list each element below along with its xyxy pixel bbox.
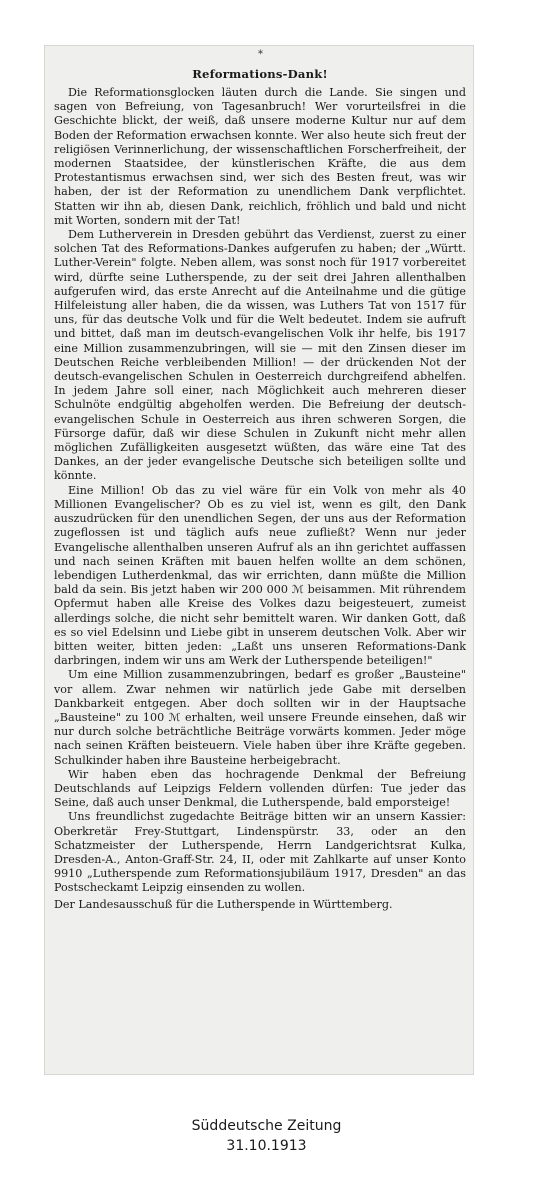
caption-date: 31.10.1913 bbox=[226, 1138, 307, 1154]
article-paragraph: Uns freundlichst zugedachte Beiträge bitten wir an unsern Kassier: Oberkretär Frey-Stuttgart, Lindenspürstr. 33, oder an den Schatzmeister der Lutherspende, Herrn Landgerichtsrat Kulka, Dresden-A., Anton-Graff-Str. 24, II, oder mit Zahlkarte auf unser Konto 9910 „Lutherspende zum Reformationsjubiläum 1917, Dresden" an das Postscheckamt Leipzig einsenden zu wollen. bbox=[54, 810, 466, 895]
article-paragraph: Die Reformationsglocken läuten durch die Lande. Sie singen und sagen von Befreiung, von Tagesanbruch! Wer vorurteilsfrei in die Geschichte blickt, der weiß, daß unsere moderne Kultur nur auf dem Boden der Reformation erwachsen konnte. Wer also heute sich freut der religiösen Verinnerlichung, der wissenschaftlichen Forscherfreiheit, der modernen Staatsidee, der künstlerischen Kräfte, die aus dem Protestantismus erwachsen sind, wer sich des Besten freut, was wir haben, der ist der Reformation zu unendlichem Dank verpflichtet. Statten wir ihn ab, diesen Dank, reichlich, fröhlich und bald und nicht mit Worten, sondern mit der Tat! bbox=[54, 86, 466, 227]
article-signature: Der Landesausschuß für die Lutherspende in Württemberg. bbox=[54, 897, 393, 911]
caption-source: Süddeutsche Zeitung bbox=[191, 1118, 342, 1134]
article-paragraph: Wir haben eben das hochragende Denkmal der Befreiung Deutschlands auf Leipzigs Feldern vollenden dürfen: Tue jeder das Seine, daß auch unser Denkmal, die Lutherspende, bald emporsteige! bbox=[54, 767, 466, 810]
newspaper-clipping bbox=[44, 45, 474, 1075]
article-title: Reformations-Dank! bbox=[192, 67, 328, 81]
article-paragraph: Dem Lutherverein in Dresden gebührt das Verdienst, zuerst zu einer solchen Tat des Reformations-Dankes aufgerufen zu haben; der „Württ. Luther-Verein" folgte. Neben allem, was sonst noch für 1917 vorbereitet wird, dürfte seine Lutherspende, zu der seit drei Jahren allenthalben aufgerufen wird, das erste Anrecht auf die Anteilnahme und die gütige Hilfeleistung aller haben, die da wissen, was Luthers Tat von 1517 für uns, für das deutsche Volk und für die Welt bedeutet. Indem sie aufruft und bittet, daß man im deutsch-evangelischen Volk ihr helfe, bis 1917 eine Million zusammenzubringen, will sie — mit den Zinsen dieser im Deutschen Reiche verbleibenden Million! — der drückenden Not der deutsch-evangelischen Schulen in Oesterreich durchgreifend abhelfen. In jedem Jahre soll einer, nach Möglichkeit auch mehreren dieser Schulnöte endgültig abgeholfen werden. Die Befreiung der deutsch-evangelischen Schule in Oesterreich aus ihren schweren Sorgen, die Fürsorge dafür, daß wir diese Schulen in Zukunft nicht mehr allen möglichen Zufälligkeiten ausgesetzt wüßten, das wäre eine Tat des Dankes, an der jeder evangelische Deutsche sich beteiligen sollte und könnte. bbox=[54, 228, 466, 483]
section-marker: * bbox=[258, 49, 263, 60]
article-paragraph: Um eine Million zusammenzubringen, bedarf es großer „Bausteine" vor allem. Zwar nehmen wir natürlich jede Gabe mit derselben Dankbarkeit entgegen. Aber doch sollten wir in der Hauptsache „Bausteine" zu 100 ℳ erhalten, weil unsere Freunde einsehen, daß wir nur durch solche beträchtliche Beiträge vorwärts kommen. Jeder möge nach seinen Kräften beisteuern. Viele haben über ihre Kräfte gegeben. Schulkinder haben ihre Bausteine herbeigebracht. bbox=[54, 668, 466, 767]
article-paragraph: Eine Million! Ob das zu viel wäre für ein Volk von mehr als 40 Millionen Evangelischer? Ob es zu viel ist, wenn es gilt, den Dank auszudrücken für den unendlichen Segen, der uns aus der Reformation zugeflossen ist und täglich aufs neue zufließt? Wenn nur jeder Evangelische allenthalben unseren Aufruf als an ihn gerichtet auffassen und nach seinen Kräften mit bauen helfen wollte an dem schönen, lebendigen Lutherdenkmal, das wir errichten, dann müßte die Million bald da sein. Bis jetzt haben wir 200 000 ℳ beisammen. Mit rührendem Opfermut haben alle Kreise des Volkes dazu beigesteuert, zumeist allerdings solche, die nicht sehr bemittelt waren. Wir danken Gott, daß es so viel Edelsinn und Liebe gibt in unserem deutschen Volk. Aber wir bitten weiter, bitten jeden: „Laßt uns unseren Reformations-Dank darbringen, indem wir uns am Werk der Lutherspende beteiligen!" bbox=[54, 483, 466, 668]
